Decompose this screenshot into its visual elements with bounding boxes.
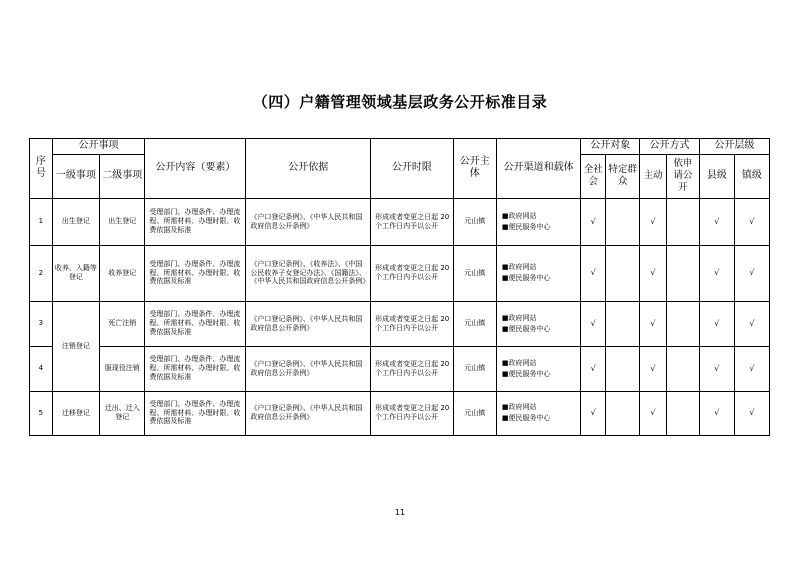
row-time-limit: 形成或者变更之日起 20 个工作日内予以公开 bbox=[371, 391, 453, 435]
channel-service-center: ■便民服务中心 bbox=[501, 274, 551, 282]
row-basis: 《户口登记条例》、《中华人民共和国政府信息公开条例》 bbox=[246, 391, 371, 435]
row-subject: 元山镇 bbox=[453, 301, 496, 346]
header-mode-active: 主动 bbox=[640, 154, 667, 198]
header-time-limit: 公开时限 bbox=[371, 139, 453, 199]
header-mode-apply: 依申请公开 bbox=[666, 154, 699, 198]
row-level2: 收养登记 bbox=[100, 245, 145, 301]
row-seq: 4 bbox=[30, 346, 53, 391]
header-level1: 一级事项 bbox=[52, 154, 99, 198]
row-level-county: √ bbox=[699, 245, 734, 301]
row-object-all: √ bbox=[581, 198, 606, 245]
row-seq: 1 bbox=[30, 198, 53, 245]
row-subject: 元山镇 bbox=[453, 391, 496, 435]
row-basis: 《户口登记条例》、《收养法》、《中国公民收养子女登记办法》、《国籍法》、《中华人民共和国政府信息公开条例》 bbox=[246, 245, 371, 301]
row-level-county: √ bbox=[699, 391, 734, 435]
header-mode-group: 公开方式 bbox=[640, 139, 700, 155]
row-content: 受理部门、办理条件、办理流程、所需材料、办理时限、收费依据及标准 bbox=[145, 198, 246, 245]
row-content: 受理部门、办理条件、办理流程、所需材料、办理时限、收费依据及标准 bbox=[145, 346, 246, 391]
table-row bbox=[30, 245, 770, 301]
row-level-town: √ bbox=[734, 301, 769, 346]
header-content: 公开内容（要素） bbox=[145, 139, 246, 199]
channel-service-center: ■便民服务中心 bbox=[501, 222, 551, 231]
channel-website: ■政府网站 bbox=[501, 263, 537, 272]
row-content: 受理部门、办理条件、办理流程、所需材料、办理时限、收费依据及标准 bbox=[145, 301, 246, 346]
row-basis: 《户口登记条例》、《中华人民共和国政府信息公开条例》 bbox=[246, 198, 371, 245]
row-object-all: √ bbox=[581, 391, 606, 435]
row-object-special bbox=[606, 198, 640, 245]
row-level2: 出生登记 bbox=[100, 198, 145, 245]
row-level-town: √ bbox=[734, 391, 769, 435]
header-object-special: 特定群众 bbox=[606, 154, 640, 198]
header-level2: 二级事项 bbox=[100, 154, 145, 198]
row-object-special bbox=[606, 301, 640, 346]
row-subject: 元山镇 bbox=[453, 245, 496, 301]
channel-service-center: ■便民服务中心 bbox=[501, 414, 551, 422]
row-level1: 收养、入籍等登记 bbox=[52, 245, 99, 301]
row-mode-active: √ bbox=[640, 391, 667, 435]
standard-catalog-table bbox=[29, 138, 770, 436]
channel-service-center: ■便民服务中心 bbox=[501, 369, 551, 378]
row-mode-active: √ bbox=[640, 245, 667, 301]
row-level1: 出生登记 bbox=[52, 198, 99, 245]
row-level-county: √ bbox=[699, 346, 734, 391]
row-time-limit: 形成或者变更之日起 20 个工作日内予以公开 bbox=[371, 245, 453, 301]
row-seq: 5 bbox=[30, 391, 53, 435]
row-level1: 迁移登记 bbox=[52, 391, 99, 435]
row-mode-apply bbox=[666, 301, 699, 346]
row-channel bbox=[496, 301, 581, 346]
row-object-all: √ bbox=[581, 245, 606, 301]
row-mode-apply bbox=[666, 198, 699, 245]
row-level-county: √ bbox=[699, 198, 734, 245]
row-mode-apply bbox=[666, 346, 699, 391]
row-channel bbox=[496, 198, 581, 245]
table-row bbox=[30, 301, 770, 346]
header-object-all: 全社会 bbox=[581, 154, 606, 198]
header-subject: 公开主体 bbox=[453, 139, 496, 199]
header-basis: 公开依据 bbox=[246, 139, 371, 199]
page-title: （四）户籍管理领域基层政务公开标准目录 bbox=[252, 93, 548, 111]
header-level-town: 镇级 bbox=[734, 154, 769, 198]
row-mode-apply bbox=[666, 245, 699, 301]
header-items-group: 公开事项 bbox=[52, 139, 145, 155]
channel-service-center: ■便民服务中心 bbox=[501, 324, 551, 333]
header-level-group: 公开层级 bbox=[699, 139, 769, 155]
row-object-special bbox=[606, 346, 640, 391]
row-level2: 迁出、迁入登记 bbox=[100, 391, 145, 435]
row-mode-apply bbox=[666, 391, 699, 435]
row-basis: 《户口登记条例》、《中华人民共和国政府信息公开条例》 bbox=[246, 301, 371, 346]
row-basis: 《户口登记条例》、《中华人民共和国政府信息公开条例》 bbox=[246, 346, 371, 391]
row-seq: 3 bbox=[30, 301, 53, 346]
row-channel bbox=[496, 245, 581, 301]
page-number: 11 bbox=[394, 508, 406, 517]
channel-website: ■政府网站 bbox=[501, 313, 537, 322]
row-level1: 注销登记 bbox=[52, 301, 99, 391]
row-content: 受理部门、办理条件、办理流程、所需材料、办理时限、收费依据及标准 bbox=[145, 391, 246, 435]
row-mode-active: √ bbox=[640, 198, 667, 245]
channel-website: ■政府网站 bbox=[501, 403, 537, 412]
row-channel bbox=[496, 391, 581, 435]
row-object-special bbox=[606, 391, 640, 435]
row-level-town: √ bbox=[734, 198, 769, 245]
row-level-town: √ bbox=[734, 346, 769, 391]
channel-website: ■政府网站 bbox=[501, 358, 537, 367]
channel-website: ■政府网站 bbox=[501, 211, 537, 220]
row-object-all: √ bbox=[581, 301, 606, 346]
row-subject: 元山镇 bbox=[453, 198, 496, 245]
header-object-group: 公开对象 bbox=[581, 139, 640, 155]
header-level-county: 县级 bbox=[699, 154, 734, 198]
row-level2: 服现役注销 bbox=[100, 346, 145, 391]
row-time-limit: 形成或者变更之日起 20 个工作日内予以公开 bbox=[371, 346, 453, 391]
row-object-special bbox=[606, 245, 640, 301]
table-row bbox=[30, 198, 770, 245]
table-row bbox=[30, 391, 770, 435]
row-level-county: √ bbox=[699, 301, 734, 346]
row-level-town: √ bbox=[734, 245, 769, 301]
row-level2: 死亡注销 bbox=[100, 301, 145, 346]
row-time-limit: 形成或者变更之日起 20 个工作日内予以公开 bbox=[371, 301, 453, 346]
header-channel: 公开渠道和载体 bbox=[496, 139, 581, 199]
row-time-limit: 形成或者变更之日起 20 个工作日内予以公开 bbox=[371, 198, 453, 245]
row-channel bbox=[496, 346, 581, 391]
header-seq: 序号 bbox=[30, 139, 53, 199]
row-content: 受理部门、办理条件、办理流程、所需材料、办理时限、收费依据及标准 bbox=[145, 245, 246, 301]
row-object-all: √ bbox=[581, 346, 606, 391]
row-mode-active: √ bbox=[640, 301, 667, 346]
row-subject: 元山镇 bbox=[453, 346, 496, 391]
row-mode-active: √ bbox=[640, 346, 667, 391]
table-row bbox=[30, 346, 770, 391]
row-seq: 2 bbox=[30, 245, 53, 301]
